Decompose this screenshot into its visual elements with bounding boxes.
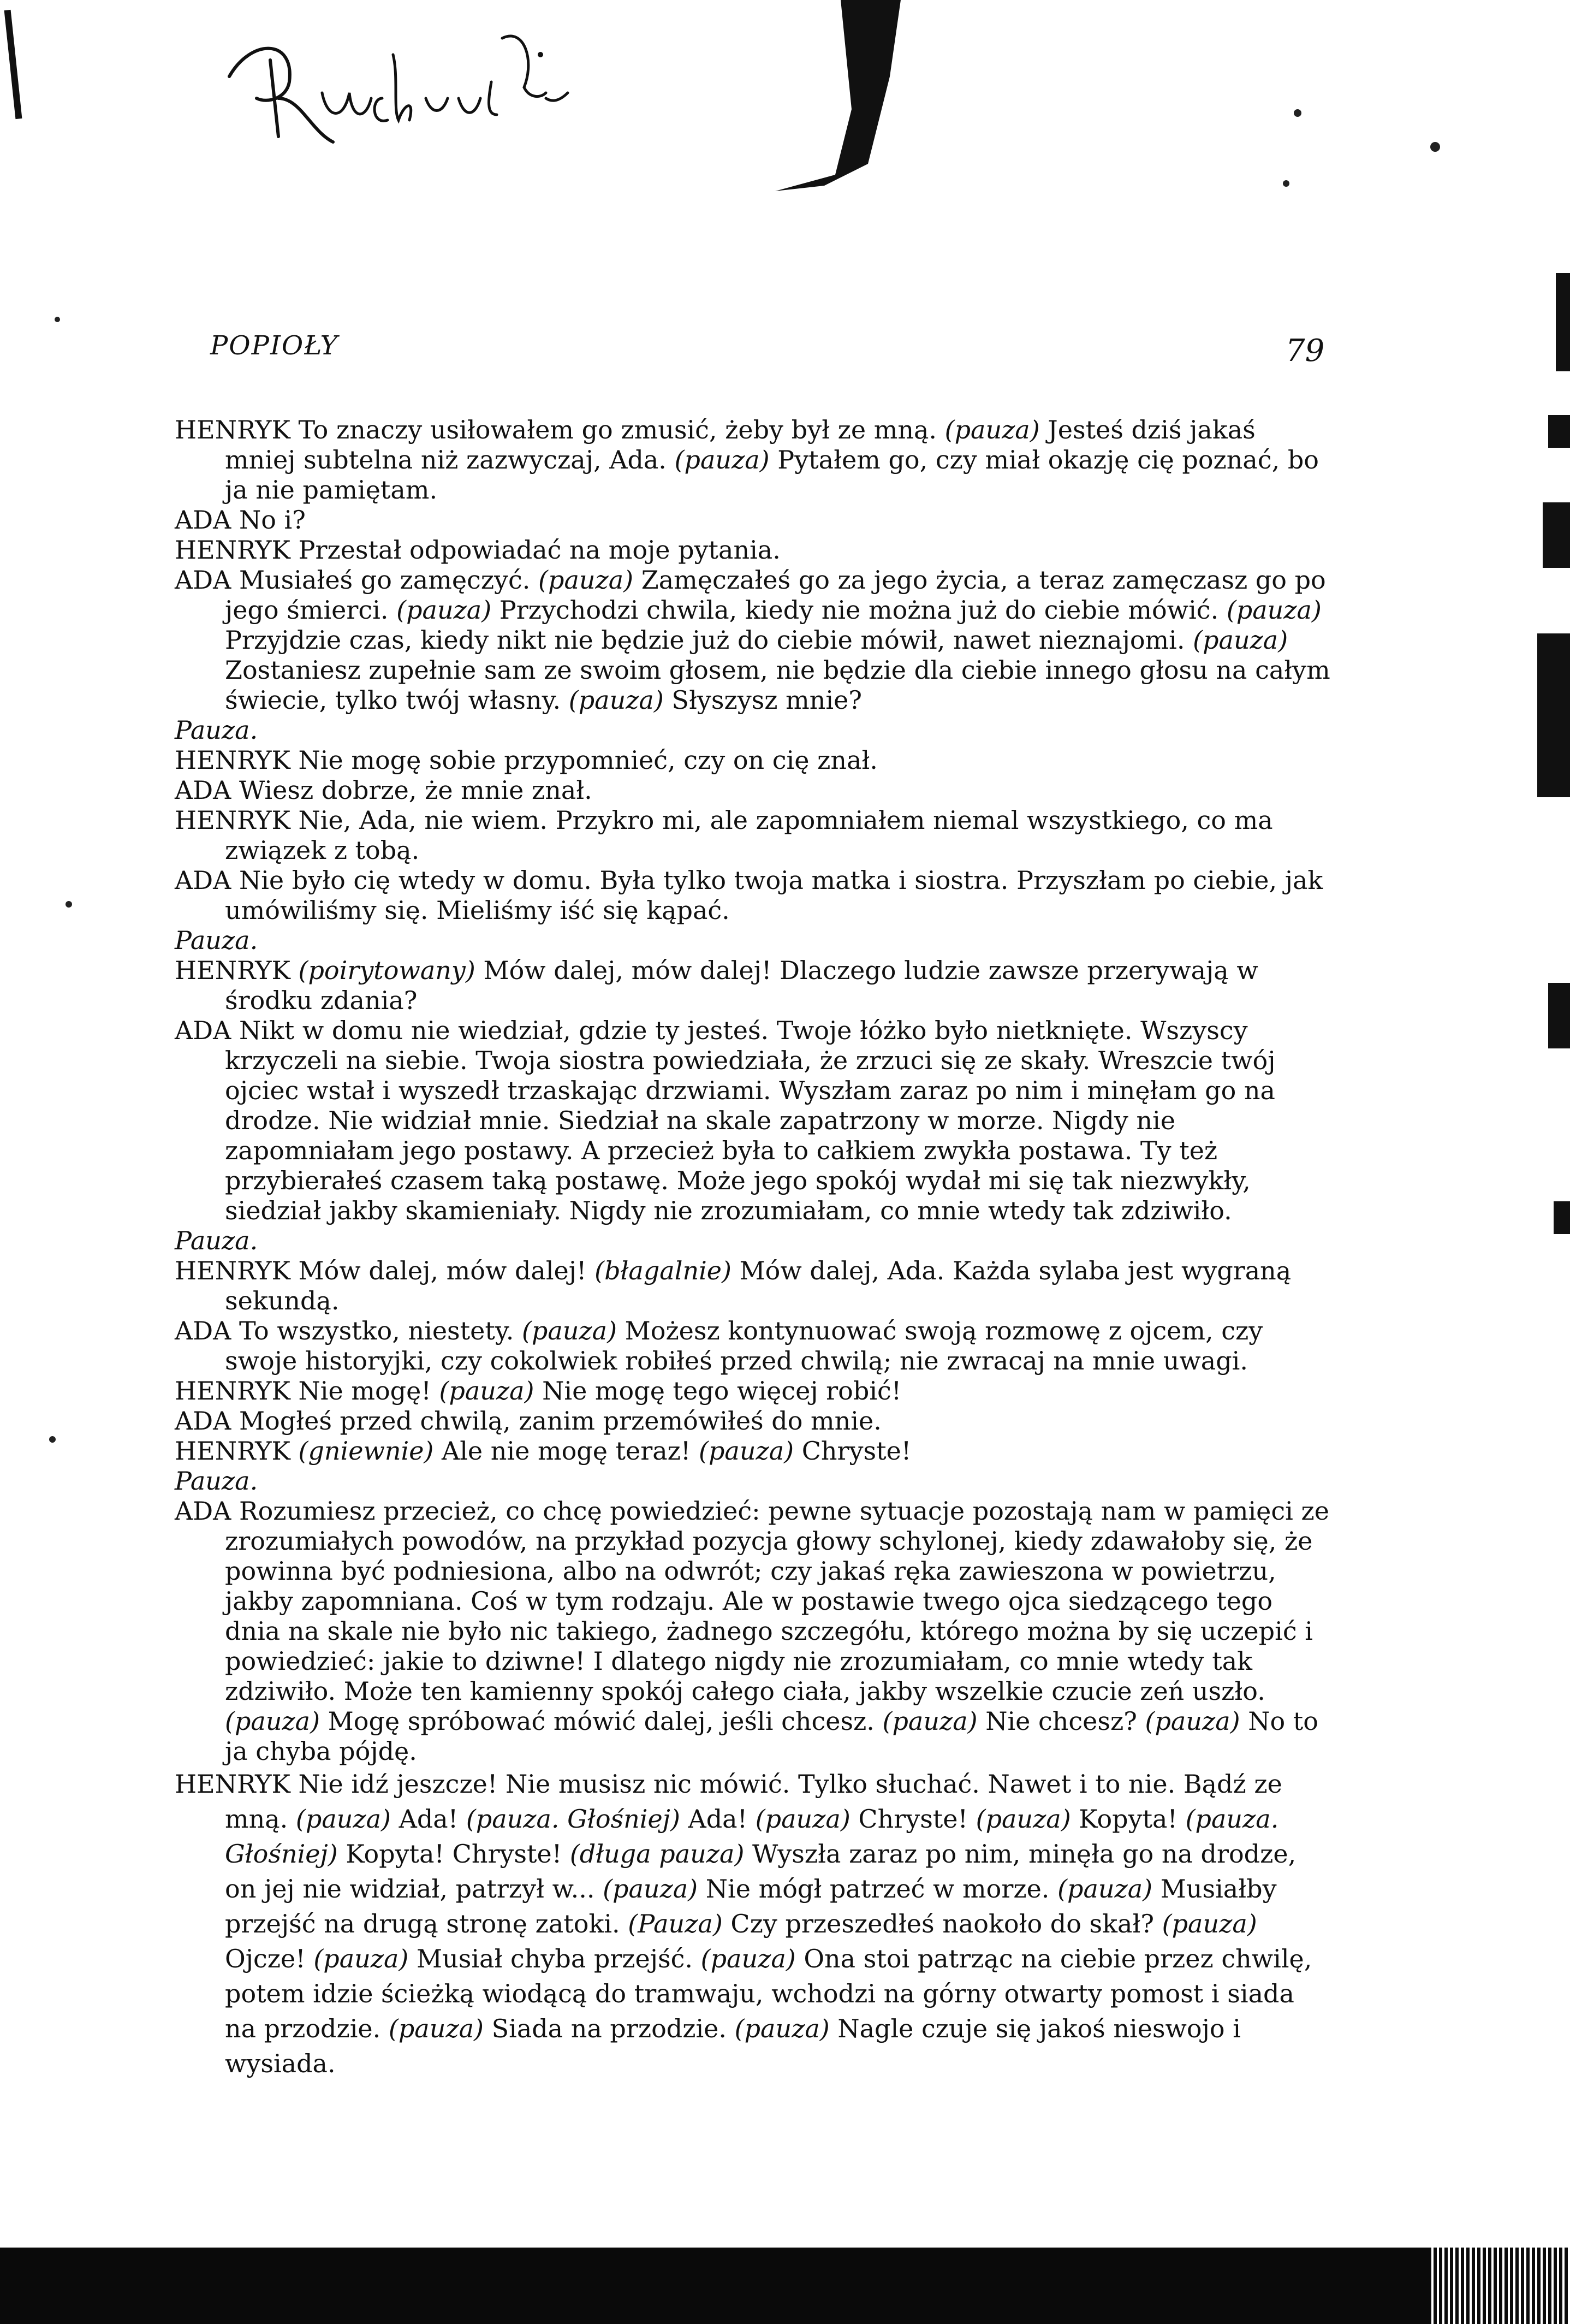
dialogue-line	[175, 1406, 1332, 1436]
speaker-name: HENRYK	[175, 805, 290, 835]
dialogue-text: Siada na przodzie.	[483, 2014, 735, 2043]
dialogue-text: Mów dalej, mów dalej!	[290, 1256, 595, 1285]
dialogue-line	[175, 535, 1332, 565]
speaker-name: ADA	[175, 1316, 231, 1345]
stage-direction: (pauza)	[1193, 625, 1288, 655]
stage-direction: (gniewnie)	[298, 1436, 434, 1466]
handwritten-signature	[218, 16, 600, 158]
dialogue-text: Nie było cię wtedy w domu. Była tylko twoja matka i siostra. Przyszłam po ciebie, jak umówiliśmy się. Mieliśmy iść się kąpać.	[225, 865, 1323, 925]
scan-speck	[49, 1436, 56, 1443]
dialogue-text: Czy przeszedłeś naokoło do skał?	[722, 1909, 1162, 1938]
dialogue-text: Chryste!	[794, 1436, 912, 1466]
dialogue-text: No i?	[231, 505, 306, 535]
dialogue-text: Mów dalej, mów dalej! Dlaczego ludzie zawsze przerywają w środku zdania?	[225, 956, 1258, 1015]
stage-direction: (pauza. Głośniej)	[225, 1804, 1279, 1869]
dialogue-text: Chryste!	[850, 1804, 976, 1834]
dialogue-line	[175, 1496, 1332, 1766]
dialogue-text: Musiał chyba przejść.	[408, 1944, 701, 1973]
stage-direction-pauza: Pauza.	[175, 926, 258, 955]
dialogue-line	[175, 956, 1332, 1016]
stage-direction: (pauza)	[225, 1706, 320, 1736]
stage-direction: (pauza)	[1226, 595, 1322, 625]
dialogue-text: Przychodzi chwila, kiedy nie można już do ciebie mówić.	[491, 595, 1227, 625]
stage-direction: (Pauza)	[628, 1909, 723, 1938]
speaker-name: ADA	[175, 775, 231, 805]
dialogue-line	[175, 805, 1332, 865]
dialogue-text: Nie mogę tego więcej robić!	[534, 1376, 902, 1406]
drama-text	[175, 415, 1332, 2081]
page-number: 79	[1286, 333, 1325, 369]
dialogue-line	[175, 1376, 1332, 1406]
stage-direction: (pauza)	[944, 415, 1040, 444]
dialogue-text	[290, 1436, 299, 1466]
dialogue-text: Możesz kontynuować swoją rozmowę z ojcem, czy swoje historyjki, czy cokolwiek robiłeś przed chwilą; nie zwracaj na mnie uwagi.	[225, 1316, 1263, 1376]
stage-direction: (pauza)	[295, 1804, 391, 1834]
stage-direction: (pauza)	[521, 1316, 617, 1345]
scan-speck	[1283, 180, 1289, 187]
dialogue-text: Przestał odpowiadać na moje pytania.	[290, 535, 781, 565]
dialogue-text	[290, 956, 299, 985]
stage-direction-pauza: Pauza.	[175, 1466, 258, 1496]
speaker-name: HENRYK	[175, 415, 290, 444]
dialogue-text: Ada!	[390, 1804, 466, 1834]
stage-direction: (pauza)	[882, 1706, 978, 1736]
stage-direction: (pauza)	[313, 1944, 409, 1973]
dialogue-text: Nagle czuje się jakoś nieswojo i wysiada.	[225, 2014, 1241, 2078]
scan-speck	[66, 901, 72, 908]
dialogue-text: Mogę spróbować mówić dalej, jeśli chcesz.	[320, 1706, 883, 1736]
stage-direction: (pauza)	[439, 1376, 534, 1406]
speaker-name: ADA	[175, 1016, 231, 1045]
speaker-name: HENRYK	[175, 1769, 290, 1799]
stage-direction: (pauza)	[700, 1944, 796, 1973]
dialogue-text: Nikt w domu nie wiedział, gdzie ty jesteś. Twoje łóżko było nietknięte. Wszyscy krzyczeli na siebie. Twoja siostra powiedziała, że zrzuci się ze skały. Wreszcie twój ojciec wstał i wyszedł trzaskając drzwiami. Wyszłam zaraz po nim i minęłam go na drodze. Nie widział mnie. Siedział na skale zapatrzony w morze. Nigdy nie zapomniałam jego postawy. A przecież była to całkiem zwykła postawa. Ty też przybierałeś czasem taką postawę. Może jego spokój wydał mi się tak niezwykły, siedział jakby skamieniały. Nigdy nie zrozumiałam, co mnie wtedy tak zdziwiło.	[225, 1016, 1276, 1225]
stage-direction: (pauza)	[1162, 1909, 1257, 1938]
dialogue-text: Pytałem go, czy miał okazję cię poznać, bo ja nie pamiętam.	[225, 445, 1319, 505]
dialogue-text: Wyszła zaraz po nim, minęła go na drodze, on jej nie widział, patrzył w...	[225, 1839, 1297, 1904]
dialogue-text: Nie mógł patrzeć w morze.	[698, 1874, 1058, 1904]
speaker-name: ADA	[175, 505, 231, 535]
speaker-name: HENRYK	[175, 1436, 290, 1466]
stage-direction: (poirytowany)	[298, 956, 475, 985]
stage-direction: (pauza)	[755, 1804, 851, 1834]
scan-speck	[1294, 109, 1301, 117]
scan-mark	[4, 10, 22, 119]
dialogue-text: Ojcze!	[225, 1944, 314, 1973]
dialogue-text: Ale nie mogę teraz!	[433, 1436, 699, 1466]
dialogue-line	[175, 505, 1332, 535]
stage-direction: (pauza)	[734, 2014, 830, 2043]
dialogue-line	[175, 865, 1332, 926]
stage-direction: (pauza)	[976, 1804, 1071, 1834]
dialogue-line	[175, 775, 1332, 805]
dialogue-text: Jesteś dziś jakaś mniej subtelna niż zazwyczaj, Ada.	[225, 415, 1256, 475]
dialogue-text: Nie mogę!	[290, 1376, 439, 1406]
dialogue-text: Wiesz dobrze, że mnie znał.	[231, 775, 592, 805]
running-head: POPIOŁY	[210, 330, 339, 361]
dialogue-line	[175, 745, 1332, 775]
speaker-name: ADA	[175, 1496, 231, 1526]
dialogue-text: Nie chcesz?	[977, 1706, 1145, 1736]
stage-direction: (pauza)	[603, 1874, 698, 1904]
dialogue-text: Ona stoi patrząc na ciebie przez chwilę, potem idzie ścieżką wiodącą do tramwaju, wchodzi na górny otwarty pomost i siada na przodzie.	[225, 1944, 1312, 2043]
dialogue-text: Przyjdzie czas, kiedy nikt nie będzie już do ciebie mówił, nawet nieznajomi.	[225, 625, 1193, 655]
dialogue-line	[175, 1256, 1332, 1316]
dialogue-text: Musiałby przejść na drugą stronę zatoki.	[225, 1874, 1277, 1938]
speaker-name: ADA	[175, 865, 231, 895]
stage-direction: (pauza)	[568, 685, 664, 715]
stage-direction: (pauza)	[388, 2014, 484, 2043]
dialogue-text: Zostaniesz zupełnie sam ze swoim głosem, nie będzie dla ciebie innego głosu na całym świecie, tylko twój własny.	[225, 655, 1330, 715]
dialogue-text: Słyszysz mnie?	[663, 685, 862, 715]
speaker-name: ADA	[175, 565, 231, 595]
dialogue-line	[175, 565, 1332, 715]
dialogue-text: Ada!	[680, 1804, 756, 1834]
speaker-name: HENRYK	[175, 1376, 290, 1406]
stage-direction: (pauza. Głośniej)	[466, 1804, 680, 1834]
stage-direction: (błagalnie)	[594, 1256, 732, 1285]
dialogue-text: Nie, Ada, nie wiem. Przykro mi, ale zapomniałem niemal wszystkiego, co ma związek z tobą.	[225, 805, 1273, 865]
page-edge-marks	[1526, 273, 1570, 1529]
dialogue-line	[175, 415, 1332, 505]
stage-direction: (długa pauza)	[569, 1839, 745, 1869]
speaker-name: HENRYK	[175, 535, 290, 565]
dialogue-text: Nie idź jeszcze! Nie musisz nic mówić. Tylko słuchać. Nawet i to nie. Bądź ze mną.	[225, 1769, 1282, 1834]
dialogue-text: To wszystko, niestety.	[231, 1316, 522, 1345]
speaker-name: HENRYK	[175, 956, 290, 985]
scan-speck	[55, 317, 60, 322]
dialogue-line	[175, 1016, 1332, 1226]
stage-direction: (pauza)	[1057, 1874, 1153, 1904]
scan-bottom-bar	[0, 2248, 1570, 2324]
speaker-name: HENRYK	[175, 1256, 290, 1285]
stage-direction-pauza: Pauza.	[175, 1226, 258, 1255]
dialogue-text: Rozumiesz przecież, co chcę powiedzieć: pewne sytuacje pozostają nam w pamięci ze zrozumiałych powodów, na przykład pozycja głowy schylonej, kiedy zdawałoby się, że powinna być podniesiona, albo na odwrót; czy jakaś ręka zawieszona w powietrzu, jakby zapomniana. Coś w tym rodzaju. Ale w postawie twego ojca siedzącego tego dnia na skale nie było nic takiego, żadnego szczegółu, którego można by się uczepić i powiedzieć: jakie to dziwne! I dlatego nigdy nie zrozumiałam, co mnie wtedy tak zdziwiło. Może ten kamienny spokój całego ciała, jakby wszelkie czucie zeń uszło.	[225, 1496, 1329, 1706]
dialogue-line	[175, 1436, 1332, 1466]
stage-direction: (pauza)	[538, 565, 634, 595]
stage-direction-pauza: Pauza.	[175, 715, 258, 745]
stage-direction: (pauza)	[699, 1436, 794, 1466]
dialogue-text: Kopyta!	[1071, 1804, 1186, 1834]
speaker-name: ADA	[175, 1406, 231, 1436]
dialogue-text: Nie mogę sobie przypomnieć, czy on cię znał.	[290, 745, 878, 775]
dialogue-line	[175, 1316, 1332, 1376]
dialogue-text: Kopyta! Chryste!	[337, 1839, 570, 1869]
stage-direction: (pauza)	[396, 595, 492, 625]
dialogue-text: Musiałeś go zamęczyć.	[231, 565, 539, 595]
dialogue-text: Mów dalej, Ada. Każda sylaba jest wygraną sekundą.	[225, 1256, 1292, 1315]
stage-direction: (pauza)	[1145, 1706, 1240, 1736]
scan-speck	[1430, 142, 1440, 152]
speaker-name: HENRYK	[175, 745, 290, 775]
dialogue-text: Zamęczałeś go za jego życia, a teraz zamęczasz go po jego śmierci.	[225, 565, 1326, 625]
dialogue-text: To znaczy usiłowałem go zmusić, żeby był ze mną.	[290, 415, 945, 444]
dialogue-line	[175, 1766, 1332, 2081]
dialogue-text: Mogłeś przed chwilą, zanim przemówiłeś do mnie.	[231, 1406, 882, 1436]
dialogue-text: No to ja chyba pójdę.	[225, 1706, 1318, 1766]
ink-blot	[759, 0, 906, 208]
stage-direction: (pauza)	[674, 445, 770, 475]
